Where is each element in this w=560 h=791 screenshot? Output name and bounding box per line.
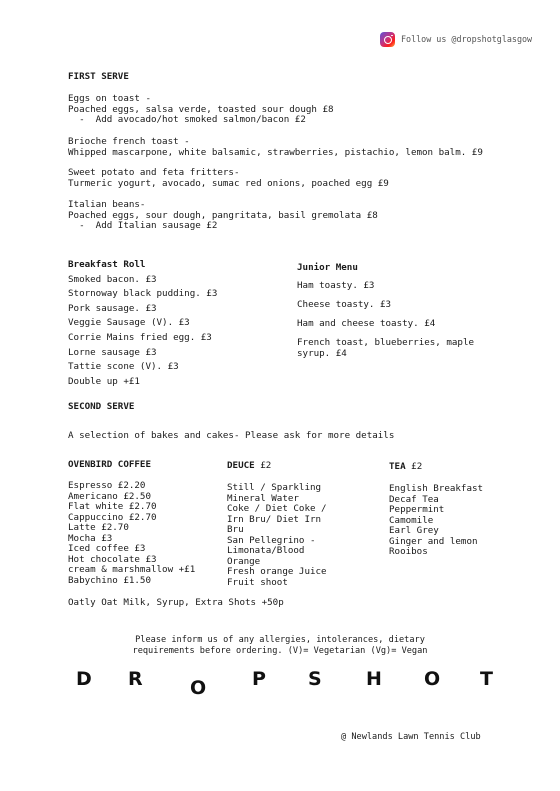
list-item: Earl Grey [389,525,439,536]
tea-heading [389,462,422,473]
instagram-follow[interactable] [380,32,532,47]
junior-menu-heading: Junior Menu [297,262,358,273]
logo-letter: H [366,668,382,690]
tea-list [389,484,483,558]
logo-letter: D [76,668,92,690]
deuce-list [227,483,327,588]
list-item: Irn Bru/ Diet Irn [227,513,322,525]
item-title: Italian beans- [68,199,146,210]
list-item: Ginger and lemon [389,535,478,547]
item-desc: Turmeric yogurt, avocado, sumac red onions, poached egg £9 [68,177,389,189]
coffee-list [68,481,195,586]
list-item: Limonata/Blood [227,545,305,556]
tea-title: TEA [389,461,406,472]
deuce-title: DEUCE [227,460,255,471]
second-serve-text: A selection of bakes and cakes- Please ask for more details [68,430,395,441]
list-item: Still / Sparkling [227,482,322,493]
logo-letter: O [190,677,207,699]
menu-item-italian-beans [68,200,378,232]
logo-letter: S [308,668,322,690]
list-item: Veggie Sausage (V). £3 [68,317,190,329]
list-item: Fresh orange Juice [227,566,327,577]
list-item: Pork sausage. £3 [68,302,157,314]
list-item: Lorne sausage £3 [68,346,157,358]
logo-letter: T [480,668,493,690]
ovenbird-coffee-heading: OVENBIRD COFFEE [68,459,151,470]
list-item: Babychino £1.50 [68,574,151,586]
list-item: Ham toasty. £3 [297,280,375,291]
dropshot-logo [76,668,496,704]
breakfast-roll-heading: Breakfast Roll [68,259,146,270]
list-item: Hot chocolate £3 [68,553,157,565]
logo-letter: P [252,668,266,690]
list-item: Flat white £2.70 [68,501,157,512]
coffee-extras: Oatly Oat Milk, Syrup, Extra Shots +50p [68,597,284,608]
list-item: Mineral Water [227,492,299,504]
list-item: Cappuccino £2.70 [68,511,157,523]
list-item-line: French toast, blueberries, maple [297,337,475,348]
list-item: Latte £2.70 [68,522,129,533]
logo-letter: O [424,668,441,690]
menu-item-fritters [68,168,389,189]
list-item: Smoked bacon. £3 [68,273,157,285]
list-item: English Breakfast [389,483,484,494]
list-item: Ham and cheese toasty. £4 [297,318,436,329]
item-title: Brioche french toast - [68,136,190,147]
list-item: cream & marshmallow +£1 [68,564,196,575]
list-item: Espresso £2.20 [68,480,146,491]
allergy-line: requirements before ordering. (V)= Vegetarian (Vg)= Vegan [132,645,428,656]
instagram-icon [380,32,395,47]
item-desc: Whipped mascarpone, white balsamic, strawberries, pistachio, lemon balm. £9 [68,146,483,158]
list-item: Rooibos [389,546,428,557]
item-title: Eggs on toast - [68,93,151,104]
list-item: Mocha £3 [68,532,113,544]
item-addon: - Add avocado/hot smoked salmon/bacon £2 [68,114,306,125]
item-addon: - Add Italian sausage £2 [68,220,218,231]
menu-item-brioche [68,137,483,158]
list-item-line: syrup. £4 [297,347,347,359]
list-item: Corrie Mains fried egg. £3 [68,331,212,343]
follow-text: Follow us @dropshotglasgow [401,34,533,45]
footer-venue: @ Newlands Lawn Tennis Club [341,732,481,742]
breakfast-roll-section [68,258,217,389]
menu-item-eggs-on-toast [68,94,334,126]
list-item: Tattie scone (V). £3 [68,361,179,373]
tea-price: £2 [411,461,423,472]
deuce-heading [227,461,271,472]
list-item: Coke / Diet Coke / [227,503,327,514]
list-item: Fruit shoot [227,576,288,588]
list-item: Peppermint [389,504,445,515]
item-desc: Poached eggs, sour dough, pangritata, basil gremolata £8 [68,209,378,221]
list-item: Iced coffee £3 [68,543,146,554]
list-item: Camomile [389,514,434,526]
logo-letter: R [128,668,143,690]
list-item: Decaf Tea [389,493,439,505]
item-title: Sweet potato and feta fritters- [68,167,240,178]
first-serve-heading: FIRST SERVE [68,71,129,82]
list-item: Stornoway black pudding. £3 [68,288,218,300]
deuce-price: £2 [260,460,272,471]
list-item: Americano £2.50 [68,490,151,502]
list-item: Orange [227,555,261,567]
list-item [297,338,474,359]
item-desc: Poached eggs, salsa verde, toasted sour dough £8 [68,103,334,115]
second-serve-heading: SECOND SERVE [68,401,135,412]
list-item: Bru [227,524,244,535]
list-item: San Pellegrino - [227,534,316,546]
allergy-notice [0,635,560,656]
allergy-line: Please inform us of any allergies, intolerances, dietary [135,635,425,645]
list-item: Cheese toasty. £3 [297,299,392,310]
list-item: Double up +£1 [68,375,140,387]
